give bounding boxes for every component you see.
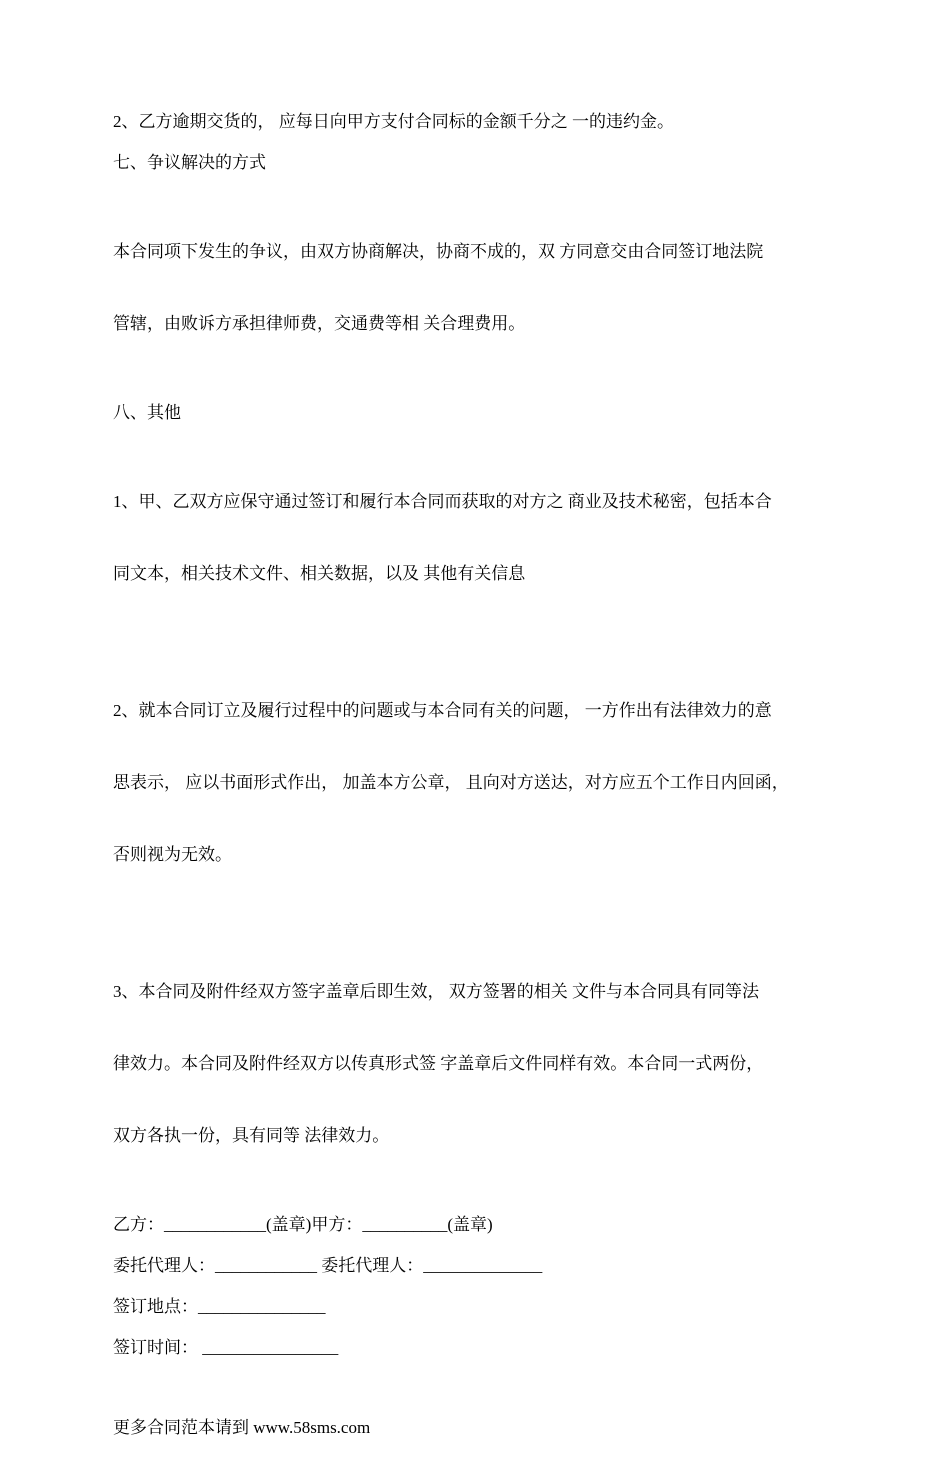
clause-confidentiality-line-2: 同文本，相关技术文件、相关数据，以及 其他有关信息 <box>113 564 526 583</box>
clause-confidentiality-line-1: 1、甲、乙双方应保守通过签订和履行本合同而获取的对方之 商业及技术秘密，包括本合 <box>113 492 772 511</box>
clause-effectiveness-line-1: 3、本合同及附件经双方签字盖章后即生效， 双方签署的相关 文件与本合同具有同等法 <box>113 982 759 1001</box>
footer-website-note: 更多合同范本请到 www.58sms.com <box>113 1418 371 1437</box>
clause-written-notice <box>113 651 853 915</box>
clause-dispute-resolution-line-1: 本合同项下发生的争议，由双方协商解决，协商不成的，双 方同意交由合同签订地法院 <box>113 242 764 261</box>
clause-effectiveness-line-2: 律效力。本合同及附件经双方以传真形式签 字盖章后文件同样有效。本合同一式两份， <box>113 1054 764 1073</box>
clause-dispute-resolution-line-2: 管辖，由败诉方承担律师费，交通费等相 关合理费用。 <box>113 314 526 333</box>
signature-place: 签订地点：_______________ <box>113 1297 326 1316</box>
section-heading-dispute-resolution: 七、争议解决的方式 <box>113 153 266 172</box>
section-heading-other: 八、其他 <box>113 403 181 422</box>
signature-agents: 委托代理人：____________ 委托代理人：______________ <box>113 1256 543 1275</box>
signature-time: 签订时间： ________________ <box>113 1338 339 1357</box>
clause-late-delivery: 2、乙方逾期交货的， 应每日向甲方支付合同标的金额千分之 一的违约金。 <box>113 112 674 131</box>
clause-written-notice-line-3: 否则视为无效。 <box>113 845 232 864</box>
contract-page <box>113 110 853 1457</box>
clause-dispute-resolution <box>113 192 853 384</box>
clause-effectiveness <box>113 932 853 1196</box>
clause-effectiveness-line-3: 双方各执一份，具有同等 法律效力。 <box>113 1126 390 1145</box>
clause-confidentiality <box>113 442 853 634</box>
signature-parties: 乙方：____________(盖章)甲方：__________(盖章) <box>113 1215 493 1234</box>
clause-written-notice-line-2: 思表示， 应以书面形式作出， 加盖本方公章， 且向对方送达，对方应五个工作日内回函， <box>113 773 789 792</box>
clause-written-notice-line-1: 2、就本合同订立及履行过程中的问题或与本合同有关的问题， 一方作出有法律效力的意 <box>113 701 772 720</box>
